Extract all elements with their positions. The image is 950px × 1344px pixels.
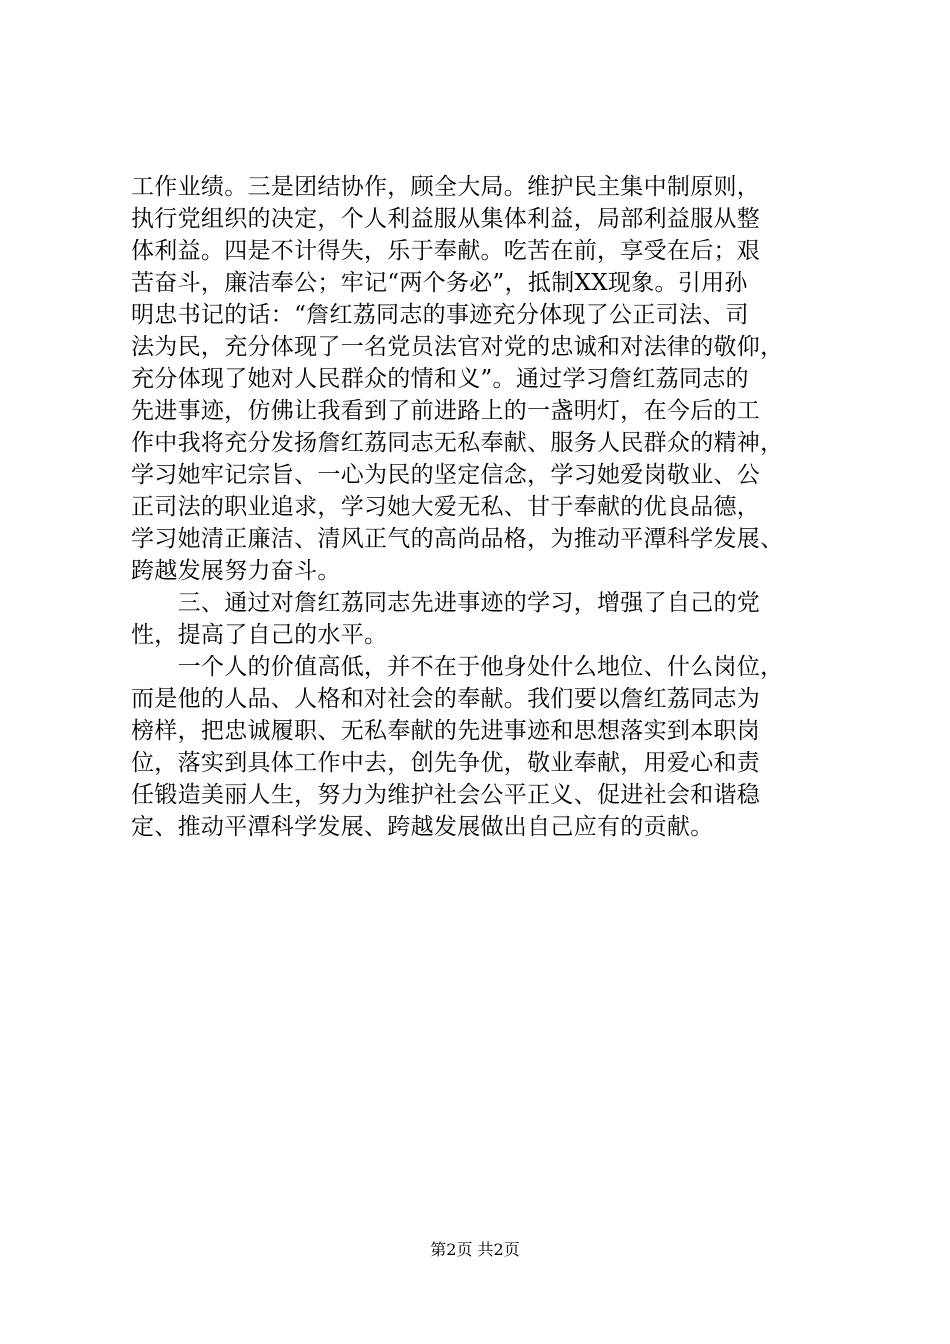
text-line: 法为民，充分体现了一名党员法官对党的忠诚和对法律的敬仰，	[131, 334, 784, 360]
text-line: 学习她牢记宗旨、一心为民的坚定信念，学习她爱岗敬业、公	[131, 462, 761, 488]
text-line: 一个人的价值高低，并不在于他身处什么地位、什么岗位，	[131, 654, 784, 680]
text-line: 性，提高了自己的水平。	[131, 622, 388, 648]
text-line: 苦奋斗，廉洁奉公；牢记“两个务必”，抵制XX现象。引用孙	[131, 270, 748, 296]
text-line: 而是他的人品、人格和对社会的奉献。我们要以詹红荔同志为	[131, 686, 761, 712]
text-line: 作中我将充分发扬詹红荔同志无私奉献、服务人民群众的精神，	[131, 430, 784, 456]
text-line: 先进事迹，仿佛让我看到了前进路上的一盏明灯，在今后的工	[131, 398, 761, 424]
text-line: 榜样，把忠诚履职、无私奉献的先进事迹和思想落实到本职岗	[131, 718, 761, 744]
text-line: 明忠书记的话：“詹红荔同志的事迹充分体现了公正司法、司	[131, 302, 749, 328]
text-line: 体利益。四是不计得失，乐于奉献。吃苦在前，享受在后；艰	[131, 238, 761, 264]
text-line: 任锻造美丽人生，努力为维护社会公平正义、促进社会和谐稳	[131, 782, 761, 808]
page-footer: 第2页 共2页	[430, 1240, 520, 1259]
text-line: 跨越发展努力奋斗。	[131, 558, 341, 584]
text-line: 工作业绩。三是团结协作，顾全大局。维护民主集中制原则，	[131, 174, 761, 200]
text-line: 正司法的职业追求，学习她大爱无私、甘于奉献的优良品德，	[131, 494, 761, 520]
text-line: 学习她清正廉洁、清风正气的高尚品格，为推动平潭科学发展、	[131, 526, 784, 552]
text-line: 执行党组织的决定，个人利益服从集体利益，局部利益服从整	[131, 206, 761, 232]
text-line: 充分体现了她对人民群众的情和义”。通过学习詹红荔同志的	[131, 366, 749, 392]
text-line: 位，落实到具体工作中去，创先争优，敬业奉献，用爱心和责	[131, 750, 761, 776]
text-line: 定、推动平潭科学发展、跨越发展做出自己应有的贡献。	[131, 814, 714, 840]
text-line: 三、通过对詹红荔同志先进事迹的学习，增强了自己的党	[131, 590, 761, 616]
body-text	[131, 171, 831, 843]
